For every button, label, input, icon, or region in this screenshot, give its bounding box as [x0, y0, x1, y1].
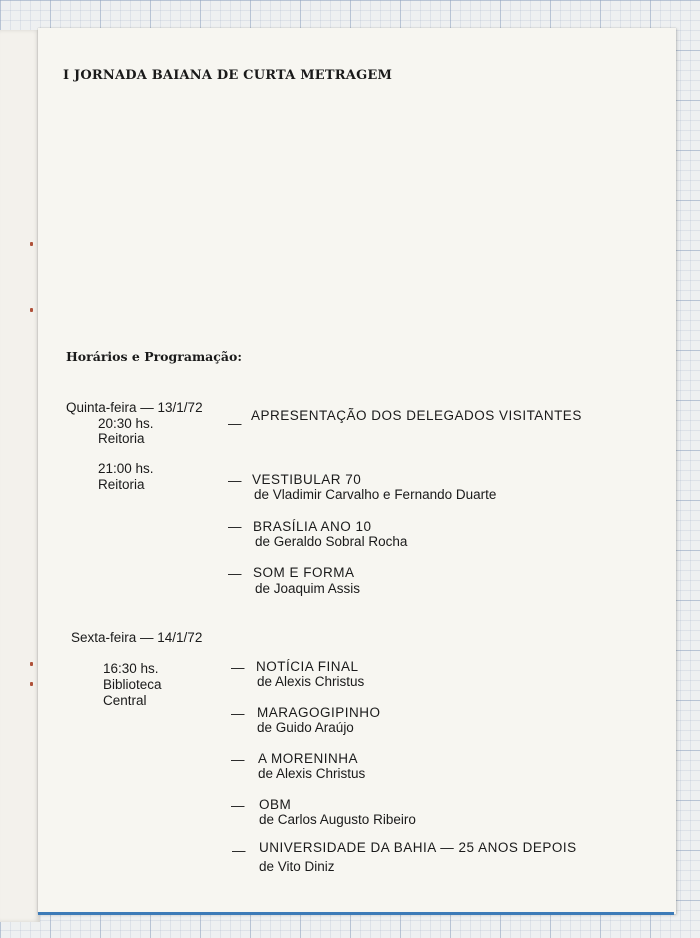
- film-title: MARAGOGIPINHO: [257, 705, 381, 720]
- film-author: de Joaquim Assis: [255, 581, 361, 596]
- session-time: 20:30 hs.: [98, 416, 154, 431]
- session-place: Biblioteca: [103, 677, 162, 692]
- film-title: VESTIBULAR 70: [252, 472, 362, 487]
- film-title: OBM: [259, 797, 292, 812]
- film-author: de Vladimir Carvalho e Fernando Duarte: [254, 487, 497, 502]
- item-dash: —: [228, 566, 242, 581]
- binding-mark: [30, 242, 33, 246]
- day-label: Quinta-feira — 13/1/72: [66, 400, 203, 415]
- session-place: Reitoria: [98, 431, 145, 446]
- program-page: [38, 28, 676, 914]
- film-title: UNIVERSIDADE DA BAHIA — 25 ANOS DEPOIS: [259, 840, 577, 855]
- left-page-edge: [0, 30, 40, 922]
- binding-mark: [30, 662, 33, 666]
- film-title: NOTÍCIA FINAL: [256, 659, 359, 674]
- film-author: de Guido Araújo: [257, 720, 354, 735]
- film-title: SOM E FORMA: [253, 565, 355, 580]
- day-label: Sexta-feira — 14/1/72: [71, 630, 203, 645]
- item-dash: —: [231, 798, 245, 813]
- session-time: 16:30 hs.: [103, 661, 159, 676]
- film-title: A MORENINHA: [258, 751, 359, 766]
- film-author: de Vito Diniz: [259, 859, 335, 874]
- binding-mark: [30, 682, 33, 686]
- session-place: Reitoria: [98, 477, 145, 492]
- film-author: de Geraldo Sobral Rocha: [255, 534, 408, 549]
- film-title: BRASÍLIA ANO 10: [253, 519, 372, 534]
- film-author: de Alexis Christus: [257, 674, 365, 689]
- page-title: I JORNADA BAIANA DE CURTA METRAGEM: [63, 68, 393, 83]
- item-dash: —: [232, 843, 246, 858]
- session-place: Central: [103, 693, 147, 708]
- binding-mark: [30, 308, 33, 312]
- film-author: de Alexis Christus: [258, 766, 366, 781]
- item-dash: —: [231, 660, 245, 675]
- film-author: de Carlos Augusto Ribeiro: [259, 812, 416, 827]
- item-dash: —: [228, 473, 242, 488]
- film-title: APRESENTAÇÃO DOS DELEGADOS VISITANTES: [251, 408, 582, 423]
- item-dash: —: [231, 706, 245, 721]
- item-dash: —: [228, 519, 242, 534]
- session-time: 21:00 hs.: [98, 461, 154, 476]
- item-dash: —: [231, 752, 245, 767]
- page-bottom-edge: [38, 912, 674, 915]
- item-dash: —: [228, 416, 242, 431]
- schedule-heading: Horários e Programação:: [66, 349, 242, 364]
